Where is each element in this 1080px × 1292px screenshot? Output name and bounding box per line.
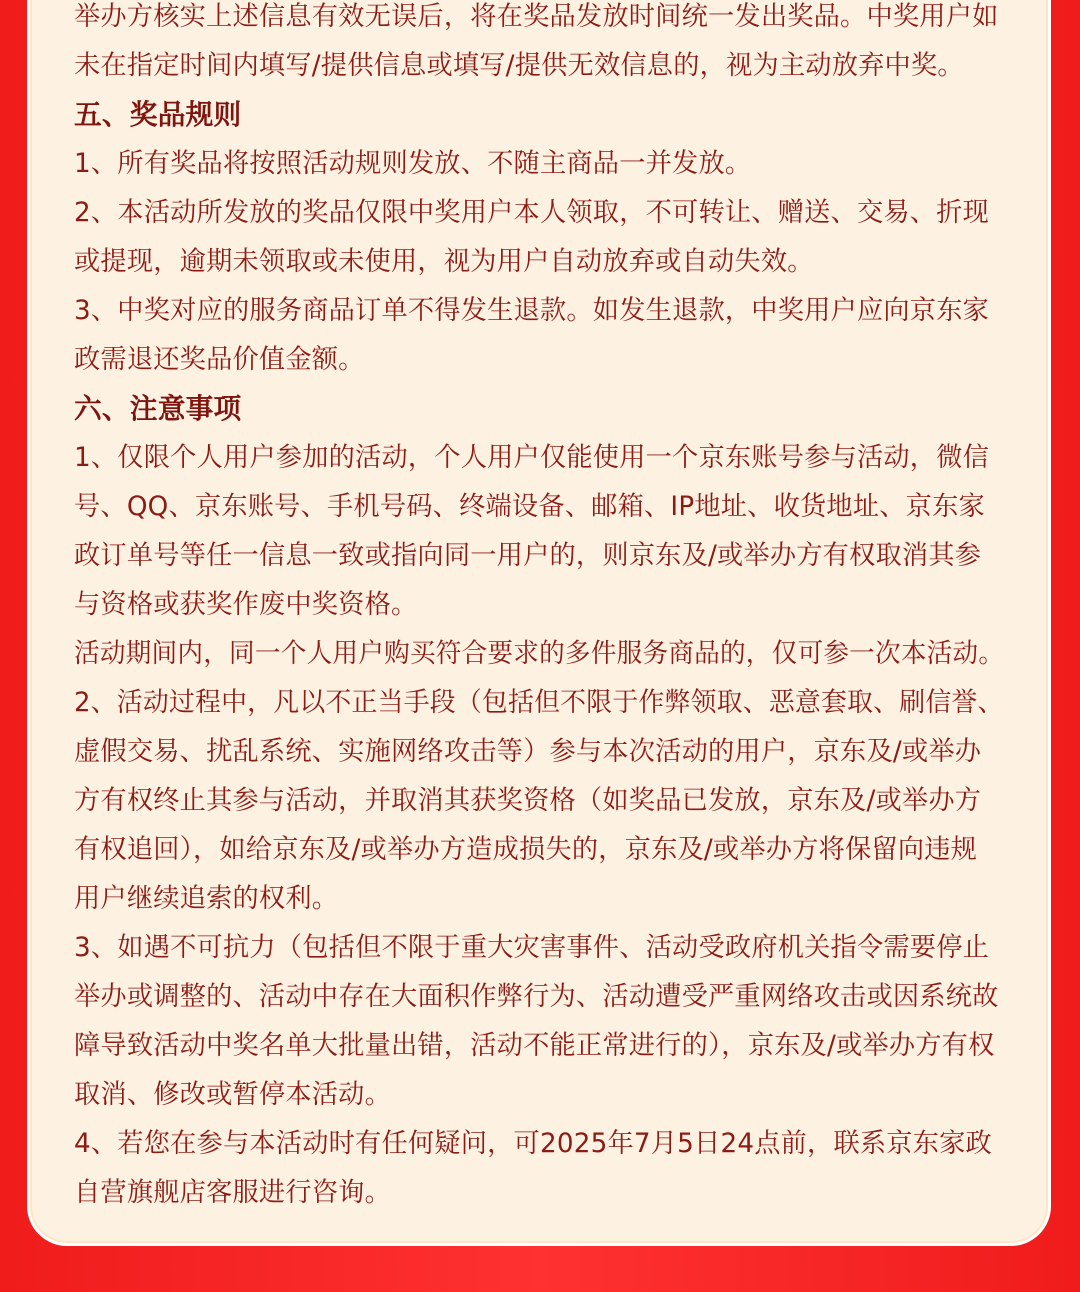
rule-line: 自营旗舰店客服进行咨询。 — [74, 1177, 391, 1208]
rule-line: 1、仅限个人用户参加的活动，个人用户仅能使用一个京东账号参与活动，微信 — [74, 442, 990, 473]
section-heading: 五、奖品规则 — [74, 98, 242, 131]
rule-line: 障导致活动中奖名单大批量出错，活动不能正常进行的），京东及/或举办方有权 — [74, 1030, 995, 1061]
rule-line: 政需退还奖品价值金额。 — [74, 344, 365, 375]
rule-line: 虚假交易、扰乱系统、实施网络攻击等）参与本次活动的用户，京东及/或举办 — [74, 736, 982, 767]
rule-line: 方有权终止其参与活动，并取消其获奖资格（如奖品已发放，京东及/或举办方 — [74, 785, 982, 816]
rule-line: 与资格或获奖作废中奖资格。 — [74, 589, 418, 620]
rule-line: 1、所有奖品将按照活动规则发放、不随主商品一并发放。 — [74, 148, 752, 179]
rule-line: 或提现，逾期未领取或未使用，视为用户自动放弃或自动失效。 — [74, 246, 814, 277]
rule-line: 3、如遇不可抗力（包括但不限于重大灾害事件、活动受政府机关指令需要停止 — [74, 932, 990, 963]
rules-content — [74, 0, 1014, 1217]
rule-line: 举办方核实上述信息有效无误后，将在奖品发放时间统一发出奖品。中奖用户如 — [74, 1, 999, 32]
rule-line: 举办或调整的、活动中存在大面积作弊行为、活动遭受严重网络攻击或因系统故 — [74, 981, 999, 1012]
rule-line: 号、QQ、京东账号、手机号码、终端设备、邮箱、IP地址、收货地址、京东家 — [74, 491, 985, 522]
rule-line: 未在指定时间内填写/提供信息或填写/提供无效信息的，视为主动放弃中奖。 — [74, 50, 964, 81]
rule-line: 活动期间内，同一个人用户购买符合要求的多件服务商品的，仅可参一次本活动。 — [74, 638, 1005, 669]
rule-line: 取消、修改或暂停本活动。 — [74, 1079, 391, 1110]
rule-line: 2、活动过程中，凡以不正当手段（包括但不限于作弊领取、恶意套取、刷信誉、 — [74, 687, 1004, 718]
rule-line: 3、中奖对应的服务商品订单不得发生退款。如发生退款，中奖用户应向京东家 — [74, 295, 990, 326]
section-heading: 六、注意事项 — [74, 392, 242, 425]
rule-line: 2、本活动所发放的奖品仅限中奖用户本人领取，不可转让、赠送、交易、折现 — [74, 197, 990, 228]
rule-line: 用户继续追索的权利。 — [74, 883, 339, 914]
rule-line: 有权追回），如给京东及/或举办方造成损失的，京东及/或举办方将保留向违规 — [74, 834, 978, 865]
rule-line: 4、若您在参与本活动时有任何疑问，可2025年7月5日24点前，联系京东家政 — [74, 1128, 992, 1159]
rule-line: 政订单号等任一信息一致或指向同一用户的，则京东及/或举办方有权取消其参 — [74, 540, 982, 571]
